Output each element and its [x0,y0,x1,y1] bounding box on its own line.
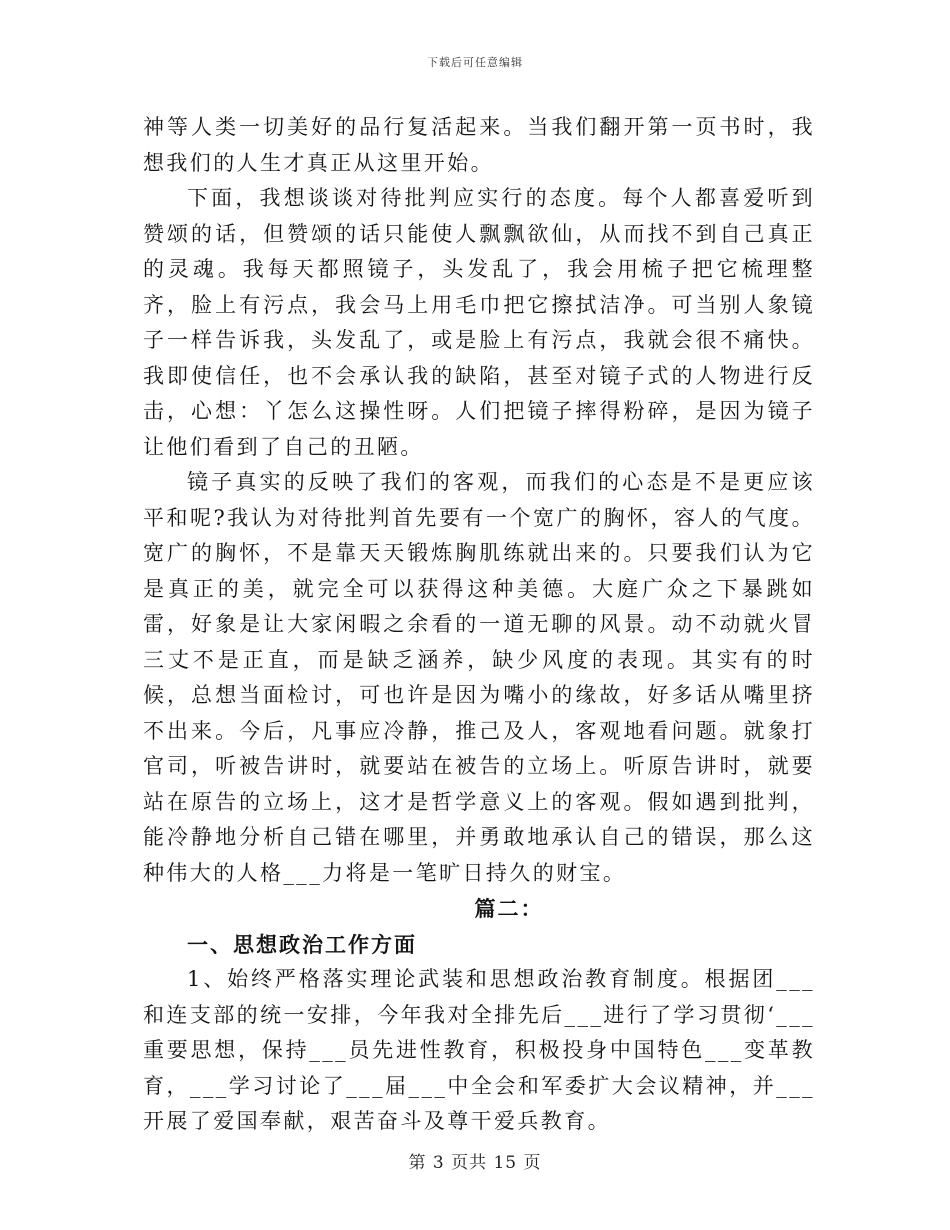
paragraph-continuation: 神等人类一切美好的品行复活起来。当我们翻开第一页书时，我想我们的人生才真正从这里开始。 [143,115,815,175]
paragraph-criticism-attitude: 下面，我想谈谈对待批判应实行的态度。每个人都喜爱听到赞颂的话，但赞颂的话只能使人飘飘欲仙，从而找不到自己真正的灵魂。我每天都照镜子，头发乱了，我会用梳子把它梳理整齐，脸上有污点，我会马上用毛巾把它擦拭洁净。可当别人象镜子一样告诉我，头发乱了，或是脸上有污点，我就会很不痛快。我即使信任，也不会承认我的缺陷，甚至对镜子式的人物进行反击，心想：丫怎么这操性呀。人们把镜子摔得粉碎，是因为镜子让他们看到了自己的丑陋。 [143,186,815,459]
subsection-title: 一、思想政治工作方面 [187,931,417,957]
document-body [143,110,815,1140]
section-title: 篇二： [474,896,544,921]
paragraph-political-education: 1、始终严格落实理论武装和思想政治教育制度。根据团___和连支部的统一安排，今年我对全排先后___进行了学习贯彻‘___重要思想，保持___员先进性教育，积极投身中国特色___变革教育，___学习讨论了___届___中全会和军委扩大会议精神，并___开展了爱国奉献，艰苦奋斗及尊干爱兵教育。 [143,967,815,1133]
page-number: 第 3 页共 15 页 [408,1153,542,1173]
header-note: 下载后可任意编辑 [427,56,523,69]
paragraph-mirror-reflection: 镜子真实的反映了我们的客观，而我们的心态是不是更应该平和呢?我认为对待批判首先要有一个宽广的胸怀，容人的气度。宽广的胸怀，不是靠天天锻炼胸肌练就出来的。只要我们认为它是真正的美，就完全可以获得这种美德。大庭广众之下暴跳如雷，好象是让大家闲暇之余看的一道无聊的风景。动不动就火冒三丈不是正直，而是缺乏涵养，缺少风度的表现。其实有的时候，总想当面检讨，可也许是因为嘴小的缘故，好多话从嘴里挤不出来。今后，凡事应冷静，推己及人，客观地看问题。就象打官司，听被告讲时，就要站在被告的立场上。听原告讲时，就要站在原告的立场上，这才是哲学意义上的客观。假如遇到批判，能冷静地分析自己错在哪里，并勇敢地承认自己的错误，那么这种伟大的人格___力将是一笔旷日持久的财宝。 [143,470,815,885]
